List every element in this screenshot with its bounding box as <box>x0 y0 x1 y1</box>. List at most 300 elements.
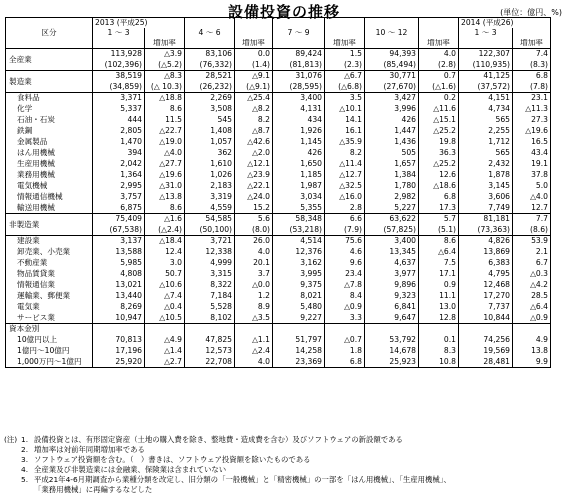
rate-cell: 4.0 <box>235 357 273 368</box>
value-cell: 1,712 <box>459 137 513 148</box>
rate-cell: 17.3 <box>419 203 459 214</box>
footnote-item <box>4 445 451 455</box>
rate-cell: △6.4 <box>419 247 459 258</box>
rate-excl-software-cell: (△5.2) <box>145 60 185 71</box>
value-cell: 7,737 <box>459 302 513 313</box>
row-label: 資本金別 <box>6 324 93 335</box>
rate-cell: △12.7 <box>325 170 365 181</box>
value-cell: 58,348 <box>273 214 325 225</box>
value-cell: 444 <box>93 115 145 126</box>
footnote-item <box>4 485 451 495</box>
value-cell: 25,923 <box>365 357 419 368</box>
value-cell: 13,345 <box>365 247 419 258</box>
rate-cell: △18.4 <box>145 236 185 247</box>
header-quarter: 1 ～ 3 <box>459 28 513 39</box>
footnotes <box>4 435 451 495</box>
rate-cell: 3.0 <box>145 258 185 269</box>
rate-cell: △23.9 <box>235 170 273 181</box>
value-cell: 7,184 <box>185 291 235 302</box>
rate-cell: 8.2 <box>235 115 273 126</box>
rate-cell: △2.7 <box>145 357 185 368</box>
rate-cell: 0.1 <box>419 335 459 346</box>
rate-excl-software-cell: (△6.8) <box>325 82 365 93</box>
rate-cell: 14.1 <box>325 115 365 126</box>
rate-cell: 13.8 <box>513 346 551 357</box>
value-cell: 3,427 <box>365 93 419 104</box>
value-cell <box>459 324 513 335</box>
rate-cell <box>513 324 551 335</box>
rate-cell: △35.9 <box>325 137 365 148</box>
rate-excl-software-cell: (7.9) <box>325 225 365 236</box>
rate-cell: △0.7 <box>325 335 365 346</box>
rate-cell: 26.0 <box>235 236 273 247</box>
footnote-number: 4. <box>21 465 29 474</box>
rate-cell: △8.2 <box>235 104 273 115</box>
footnote-number: 1. <box>21 435 29 444</box>
footnote-item <box>4 475 451 485</box>
row-label: サービス業 <box>6 313 93 324</box>
rate-cell: 8.2 <box>325 148 365 159</box>
rate-cell: △4.0 <box>513 192 551 203</box>
rate-excl-software-cell: (5.1) <box>419 225 459 236</box>
value-cell: 8,021 <box>273 291 325 302</box>
value-cell: 30,771 <box>365 71 419 82</box>
rate-cell: △25.4 <box>235 93 273 104</box>
value-cell: 47,825 <box>185 335 235 346</box>
rate-cell: △2.0 <box>235 148 273 159</box>
value-cell: 6,841 <box>365 302 419 313</box>
value-cell: 2,432 <box>459 159 513 170</box>
rate-cell: △8.7 <box>235 126 273 137</box>
value-excl-software-cell: (73,363) <box>459 225 513 236</box>
rate-cell: △42.6 <box>235 137 273 148</box>
value-excl-software-cell: (27,670) <box>365 82 419 93</box>
header-quarter: 1 ～ 3 <box>93 28 145 39</box>
rate-excl-software-cell: (△1.6) <box>419 82 459 93</box>
rate-cell: 6.7 <box>513 258 551 269</box>
rate-cell: △32.5 <box>325 181 365 192</box>
value-cell: 12,338 <box>185 247 235 258</box>
footnote-text: 増加率は対前年同期増加率である <box>34 445 145 454</box>
rate-cell: 3.5 <box>325 93 365 104</box>
rate-cell: 50.7 <box>145 269 185 280</box>
value-cell: 3,400 <box>365 236 419 247</box>
value-cell: 3,508 <box>185 104 235 115</box>
value-cell: 1,657 <box>365 159 419 170</box>
rate-cell: △4.9 <box>145 335 185 346</box>
value-cell: 3,977 <box>365 269 419 280</box>
value-cell: 4,514 <box>273 236 325 247</box>
value-cell: 2,995 <box>93 181 145 192</box>
value-cell: 3,145 <box>459 181 513 192</box>
footnote-number: 2. <box>21 445 29 454</box>
row-label: 電気機械 <box>6 181 93 192</box>
rate-cell: 10.8 <box>419 357 459 368</box>
value-cell: 9,227 <box>273 313 325 324</box>
footnote-prefix <box>4 485 21 495</box>
row-label: 輸送用機械 <box>6 203 93 214</box>
rate-cell: 1.2 <box>235 291 273 302</box>
value-cell: 1,408 <box>185 126 235 137</box>
rate-cell: △1.6 <box>145 214 185 225</box>
value-excl-software-cell: (67,538) <box>93 225 145 236</box>
row-label: 化学 <box>6 104 93 115</box>
value-cell: 426 <box>273 148 325 159</box>
rate-cell: 15.2 <box>235 203 273 214</box>
value-cell: 5,480 <box>273 302 325 313</box>
header-quarter: 10 ～ 12 <box>365 28 419 39</box>
rate-cell: 9.9 <box>513 357 551 368</box>
header-rate: 増加率 <box>235 39 273 49</box>
value-cell: 28,521 <box>185 71 235 82</box>
footnote-text: 「業務用機械」に再編するなどした <box>34 485 153 494</box>
rate-cell: △10.1 <box>325 104 365 115</box>
header-year-2013: 2013 (平成25) <box>93 18 185 28</box>
rate-cell: 8.9 <box>235 302 273 313</box>
row-label: 卸売業、小売業 <box>6 247 93 258</box>
value-cell: 362 <box>185 148 235 159</box>
value-cell: 5,355 <box>273 203 325 214</box>
value-cell: 12,573 <box>185 346 235 357</box>
header-rate: 増加率 <box>513 39 551 49</box>
rate-cell: △31.0 <box>145 181 185 192</box>
value-cell: 12,468 <box>459 280 513 291</box>
row-label: 全産業 <box>6 49 93 71</box>
rate-cell: 4.6 <box>325 247 365 258</box>
value-cell: 5,337 <box>93 104 145 115</box>
value-cell: 89,424 <box>273 49 325 60</box>
value-cell: 74,256 <box>459 335 513 346</box>
value-cell: 12,376 <box>273 247 325 258</box>
value-excl-software-cell: (28,595) <box>273 82 325 93</box>
value-cell: 1,436 <box>365 137 419 148</box>
rate-cell: 2.8 <box>325 203 365 214</box>
footnote-prefix <box>4 445 21 455</box>
footnote-number <box>21 485 34 495</box>
header-kubun: 区分 <box>6 18 93 49</box>
value-cell: 9,375 <box>273 280 325 291</box>
value-cell: 8,322 <box>185 280 235 291</box>
value-cell: 1,384 <box>365 170 419 181</box>
rate-cell: 11.1 <box>419 291 459 302</box>
value-cell: 5,528 <box>185 302 235 313</box>
rate-cell: 12.6 <box>419 170 459 181</box>
value-cell: 3,400 <box>273 93 325 104</box>
header-quarter: 7 ～ 9 <box>273 28 325 39</box>
value-excl-software-cell: (110,935) <box>459 60 513 71</box>
footnote-text: 全産業及び非製造業には金融業、保険業は含まれていない <box>34 465 227 474</box>
rate-cell: 37.8 <box>513 170 551 181</box>
value-cell: 3,995 <box>273 269 325 280</box>
rate-cell <box>325 324 365 335</box>
value-cell: 70,813 <box>93 335 145 346</box>
row-label: 1,000万円～1億円 <box>6 357 93 368</box>
value-excl-software-cell: (57,825) <box>365 225 419 236</box>
rate-cell: 7.5 <box>419 258 459 269</box>
rate-cell: △4.0 <box>145 148 185 159</box>
rate-excl-software-cell: (2.8) <box>419 60 459 71</box>
value-cell: 63,622 <box>365 214 419 225</box>
value-cell: 9,647 <box>365 313 419 324</box>
value-cell: 7,749 <box>459 203 513 214</box>
rate-excl-software-cell: (1.4) <box>235 60 273 71</box>
value-cell: 22,708 <box>185 357 235 368</box>
value-cell: 17,196 <box>93 346 145 357</box>
rate-cell: △0.0 <box>235 280 273 291</box>
row-label: 10億円以上 <box>6 335 93 346</box>
value-cell: 1,447 <box>365 126 419 137</box>
row-label: 情報通信業 <box>6 280 93 291</box>
value-excl-software-cell: (37,572) <box>459 82 513 93</box>
value-cell: 8,102 <box>185 313 235 324</box>
rate-cell: 0.7 <box>419 71 459 82</box>
rate-cell: △12.1 <box>235 159 273 170</box>
value-cell: 434 <box>273 115 325 126</box>
rate-cell: 7.4 <box>513 49 551 60</box>
footnote-item <box>4 435 451 445</box>
rate-excl-software-cell: (△2.4) <box>145 225 185 236</box>
value-excl-software-cell: (76,332) <box>185 60 235 71</box>
value-cell: 13,869 <box>459 247 513 258</box>
rate-excl-software-cell: (7.8) <box>513 82 551 93</box>
footnote-text: 平成21年4-6月期調査から業種分類を改定し、旧分類の「一般機械」と「精密機械」の一部を「はん用機械」、「生産用機械」、 <box>34 475 451 484</box>
rate-cell: △1.4 <box>145 346 185 357</box>
value-cell <box>93 324 145 335</box>
value-cell: 3,721 <box>185 236 235 247</box>
rate-cell: 23.4 <box>325 269 365 280</box>
row-label: 物品賃貸業 <box>6 269 93 280</box>
rate-cell: 19.8 <box>419 137 459 148</box>
rate-cell: 19.1 <box>513 159 551 170</box>
rate-cell: 5.7 <box>419 214 459 225</box>
footnote-text: ソフトウェア投資額を含む。（ ）書きは、ソフトウェア投資額を除いたものである <box>34 455 311 464</box>
rate-cell: 3.7 <box>235 269 273 280</box>
value-cell: 4,795 <box>459 269 513 280</box>
footnote-text: 設備投資とは、有形固定資産（土地の購入費を除き、整地費・造成費を含む）及びソフトウェアの新設額である <box>34 435 403 444</box>
header-rate: 増加率 <box>145 39 185 49</box>
rate-cell: △19.0 <box>145 137 185 148</box>
rate-cell: 8.6 <box>145 104 185 115</box>
rate-cell: 6.8 <box>513 71 551 82</box>
rate-cell: 7.7 <box>513 214 551 225</box>
row-label: 情報通信機械 <box>6 192 93 203</box>
value-excl-software-cell: (85,494) <box>365 60 419 71</box>
rate-cell: △0.9 <box>513 313 551 324</box>
value-cell: 54,585 <box>185 214 235 225</box>
rate-cell: 13.0 <box>419 302 459 313</box>
rate-excl-software-cell: (8.0) <box>235 225 273 236</box>
rate-excl-software-cell: (8.3) <box>513 60 551 71</box>
rate-cell: △10.5 <box>145 313 185 324</box>
rate-cell: 4.9 <box>513 335 551 346</box>
value-cell: 9,896 <box>365 280 419 291</box>
value-cell: 3,757 <box>93 192 145 203</box>
value-cell: 4,637 <box>365 258 419 269</box>
value-cell <box>185 324 235 335</box>
value-cell: 5,227 <box>365 203 419 214</box>
value-cell: 113,928 <box>93 49 145 60</box>
value-cell: 4,734 <box>459 104 513 115</box>
rate-cell: △6.4 <box>513 302 551 313</box>
row-label: はん用機械 <box>6 148 93 159</box>
header-rate: 増加率 <box>419 39 459 49</box>
rate-cell: △22.1 <box>235 181 273 192</box>
rate-cell: △24.0 <box>235 192 273 203</box>
rate-cell: 12.8 <box>419 313 459 324</box>
value-cell: 9,323 <box>365 291 419 302</box>
value-cell: 13,021 <box>93 280 145 291</box>
rate-cell: △8.3 <box>145 71 185 82</box>
value-cell: 83,106 <box>185 49 235 60</box>
row-label: 生産用機械 <box>6 159 93 170</box>
rate-cell: △4.2 <box>513 280 551 291</box>
value-cell: 3,996 <box>365 104 419 115</box>
value-cell: 2,982 <box>365 192 419 203</box>
rate-excl-software-cell: (8.6) <box>513 225 551 236</box>
rate-cell: △0.3 <box>513 269 551 280</box>
value-cell: 2,255 <box>459 126 513 137</box>
rate-cell: 3.3 <box>325 313 365 324</box>
rate-cell: △0.9 <box>325 302 365 313</box>
rate-cell: 6.8 <box>419 192 459 203</box>
value-excl-software-cell: (34,859) <box>93 82 145 93</box>
value-cell: 4,151 <box>459 93 513 104</box>
rate-cell: △18.8 <box>145 93 185 104</box>
value-cell <box>365 324 419 335</box>
value-cell: 3,162 <box>273 258 325 269</box>
rate-cell: △18.6 <box>419 181 459 192</box>
rate-cell <box>145 324 185 335</box>
rate-cell: △25.2 <box>419 126 459 137</box>
rate-cell: 20.1 <box>235 258 273 269</box>
rate-cell: 6.8 <box>325 357 365 368</box>
rate-cell: 36.3 <box>419 148 459 159</box>
value-cell: 75,409 <box>93 214 145 225</box>
row-label: 建設業 <box>6 236 93 247</box>
value-cell: 122,307 <box>459 49 513 60</box>
rate-cell: 4.0 <box>235 247 273 258</box>
value-cell: 51,797 <box>273 335 325 346</box>
rate-cell: 1.8 <box>325 346 365 357</box>
value-cell: 4,999 <box>185 258 235 269</box>
rate-cell: 8.4 <box>325 291 365 302</box>
rate-cell: 0.0 <box>235 49 273 60</box>
value-cell: 41,125 <box>459 71 513 82</box>
value-excl-software-cell: (50,100) <box>185 225 235 236</box>
value-cell: 23,369 <box>273 357 325 368</box>
header-rate: 増加率 <box>325 39 365 49</box>
value-cell: 94,393 <box>365 49 419 60</box>
page-title: 設備投資の推移 <box>227 3 340 21</box>
rate-cell: 12.7 <box>513 203 551 214</box>
row-label: 鉄鋼 <box>6 126 93 137</box>
rate-cell: 17.1 <box>419 269 459 280</box>
value-cell: 14,258 <box>273 346 325 357</box>
footnote-number: 3. <box>21 455 29 464</box>
rate-cell: △7.8 <box>325 280 365 291</box>
rate-cell: △0.4 <box>145 302 185 313</box>
value-cell: 8,269 <box>93 302 145 313</box>
rate-cell: 5.0 <box>513 181 551 192</box>
row-label: 石油・石炭 <box>6 115 93 126</box>
row-label: 金属製品 <box>6 137 93 148</box>
value-cell: 505 <box>365 148 419 159</box>
rate-cell: 5.6 <box>235 214 273 225</box>
rate-cell: 27.3 <box>513 115 551 126</box>
value-cell: 565 <box>459 148 513 159</box>
value-cell: 53,792 <box>365 335 419 346</box>
value-excl-software-cell: (81,813) <box>273 60 325 71</box>
value-cell: 25,920 <box>93 357 145 368</box>
rate-cell: 9.6 <box>325 258 365 269</box>
value-excl-software-cell: (102,396) <box>93 60 145 71</box>
rate-cell: △9.1 <box>235 71 273 82</box>
footnote-item <box>4 465 451 475</box>
value-cell: 3,606 <box>459 192 513 203</box>
rate-cell: 1.5 <box>325 49 365 60</box>
value-excl-software-cell: (53,218) <box>273 225 325 236</box>
rate-cell <box>419 324 459 335</box>
rate-cell: △3.9 <box>145 49 185 60</box>
value-cell: 2,042 <box>93 159 145 170</box>
value-cell: 1,057 <box>185 137 235 148</box>
value-cell: 1,145 <box>273 137 325 148</box>
rate-cell: 8.3 <box>419 346 459 357</box>
row-label: 運輸業、郵便業 <box>6 291 93 302</box>
value-cell: 1,650 <box>273 159 325 170</box>
footnote-prefix <box>4 465 21 475</box>
rate-cell: △11.4 <box>325 159 365 170</box>
value-cell: 1,470 <box>93 137 145 148</box>
value-cell: 4,826 <box>459 236 513 247</box>
row-label: 不動産業 <box>6 258 93 269</box>
value-cell: 81,181 <box>459 214 513 225</box>
rate-cell: 8.6 <box>419 236 459 247</box>
value-cell: 28,481 <box>459 357 513 368</box>
rate-cell: △2.4 <box>235 346 273 357</box>
footnote-prefix <box>4 475 21 485</box>
value-cell: 1,780 <box>365 181 419 192</box>
value-cell: 4,131 <box>273 104 325 115</box>
rate-cell: 16.1 <box>325 126 365 137</box>
value-cell: 1,987 <box>273 181 325 192</box>
rate-cell: △3.5 <box>235 313 273 324</box>
value-cell: 6,383 <box>459 258 513 269</box>
rate-cell: △1.1 <box>235 335 273 346</box>
rate-cell: △16.0 <box>325 192 365 203</box>
rate-cell <box>235 324 273 335</box>
footnote-prefix: (注) <box>4 435 18 444</box>
value-cell: 3,137 <box>93 236 145 247</box>
rate-excl-software-cell: (2.3) <box>325 60 365 71</box>
value-cell: 426 <box>365 115 419 126</box>
row-label: 電気業 <box>6 302 93 313</box>
value-excl-software-cell: (26,232) <box>185 82 235 93</box>
value-cell: 17,270 <box>459 291 513 302</box>
value-cell: 13,440 <box>93 291 145 302</box>
value-cell: 2,805 <box>93 126 145 137</box>
unit-note: (単位：億円、%) <box>500 8 562 17</box>
value-cell: 2,269 <box>185 93 235 104</box>
row-label: 非製造業 <box>6 214 93 236</box>
value-cell: 5,985 <box>93 258 145 269</box>
value-cell: 1,878 <box>459 170 513 181</box>
value-cell: 14,678 <box>365 346 419 357</box>
rate-cell: △7.4 <box>145 291 185 302</box>
rate-cell: 16.5 <box>513 137 551 148</box>
rate-excl-software-cell: (△9.1) <box>235 82 273 93</box>
value-cell: 19,569 <box>459 346 513 357</box>
